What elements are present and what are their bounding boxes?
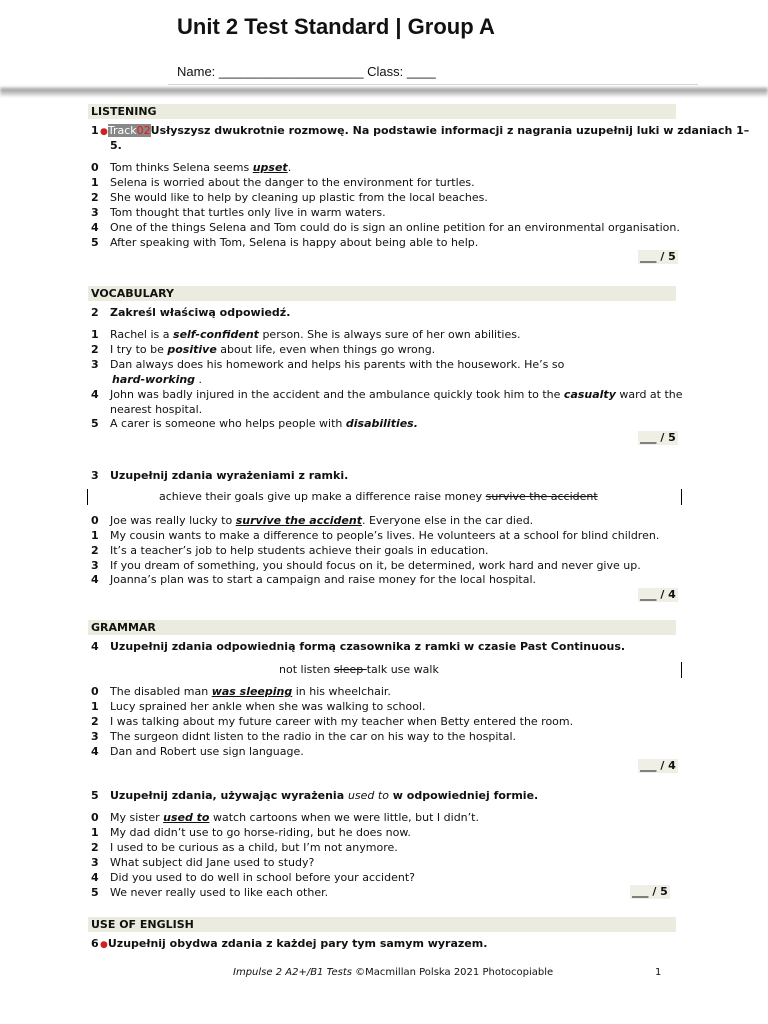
exercise-instruction: ●Track02Usłyszysz dwukrotnie rozmowę. Na podstawie informacji z nagrania uzupełnij luki w zdaniach 1– [100, 124, 750, 137]
answer-example: used to [163, 811, 210, 824]
section-use-of-english: USE OF ENGLISH [88, 917, 676, 932]
name-class-line: Name: ____________________ Class: ____ [177, 64, 436, 79]
section-grammar: GRAMMAR [88, 620, 676, 635]
answer-word: disabilities. [345, 417, 418, 430]
track-number: 02 [136, 124, 151, 137]
answer-word: casualty [563, 388, 616, 401]
answer-word: self-confident [173, 328, 259, 341]
page-title: Unit 2 Test Standard | Group A [177, 14, 495, 39]
answer-example: survive the accident [235, 514, 362, 527]
section-listening: LISTENING [88, 104, 676, 119]
word-box: not listen sleep talk use walk [279, 663, 439, 676]
word-box-left-edge [87, 489, 88, 505]
score-box: ___ / 4 [640, 588, 676, 601]
answer-word: positive [167, 343, 217, 356]
score-box: ___ / 5 [640, 431, 676, 444]
word-box: achieve their goals give up make a difference raise money survive the accident [159, 490, 598, 503]
track-label: Track [107, 124, 137, 137]
audio-disc-icon: ● [100, 127, 108, 137]
answer-example: was sleeping [211, 685, 293, 698]
header-shadow-bar [0, 88, 768, 96]
word-box-right-edge [681, 489, 682, 505]
exercise-number: 1 [91, 124, 99, 137]
page-number: 1 [655, 967, 662, 978]
score-box: ___ / 5 [632, 885, 668, 898]
page-footer: Impulse 2 A2+/B1 Tests ©Macmillan Polska 2021 Photocopiable [233, 967, 554, 978]
header-divider [168, 84, 698, 85]
score-box: ___ / 4 [640, 759, 676, 772]
answer-word: hard-working [112, 373, 196, 386]
speaking-disc-icon: ● [100, 940, 108, 950]
section-vocabulary: VOCABULARY [88, 286, 676, 301]
answer-example: upset [252, 161, 288, 174]
score-box: ___ / 5 [640, 250, 676, 263]
word-box-right-edge [681, 662, 682, 678]
